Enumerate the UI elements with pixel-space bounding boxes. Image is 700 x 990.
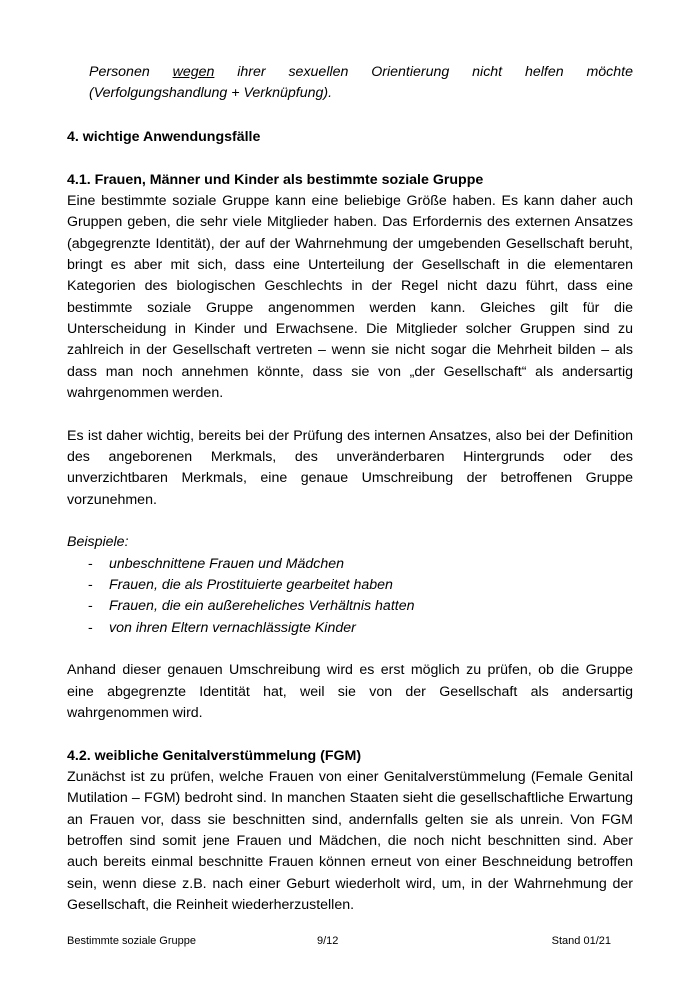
list-item: - Frauen, die als Prostituierte gearbeitet haben	[67, 575, 633, 596]
bullet-dash: -	[88, 555, 93, 572]
section-4-heading: 4. wichtige Anwendungsfälle	[67, 128, 261, 145]
section-4-1-paragraph-2: Es ist daher wichtig, bereits bei der Prüfung des internen Ansatzes, also bei der Definition des angeborenen Merkmals, des unveränderbaren Hintergrunds oder des unverzichtbaren Merkmals, eine genaue Umschreibung der betroffenen Gruppe vorzunehmen.	[67, 427, 633, 508]
examples-list	[67, 554, 633, 639]
footer-page-number: 9/12	[317, 935, 339, 947]
intro-line-2: (Verfolgungshandlung + Verknüpfung).	[89, 85, 333, 102]
section-4-1-heading: 4.1. Frauen, Männer und Kinder als bestimmte soziale Gruppe	[67, 171, 484, 188]
list-item: - von ihren Eltern vernachlässigte Kinder	[67, 618, 633, 639]
section-4-1-paragraph-1: Eine bestimmte soziale Gruppe kann eine beliebige Größe haben. Es kann daher auch Gruppen geben, die sehr viele Mitglieder haben. Das Erfordernis des externen Ansatzes (abgegrenzte Identität), der auf der Wahrnehmung der umgebenden Gesellschaft beruht, bringt es aber mit sich, dass eine Unterteilung der Gesellschaft in die elementaren Kategorien des biologischen Geschlechts in der Regel nicht dazu führt, dass eine bestimmte soziale Gruppe angenommen werden kann. Gleiches gilt für die Unterscheidung in Kinder und Erwachsene. Die Mitglieder solcher Gruppen sind zu zahlreich in der Gesellschaft vertreten – wenn sie nicht sogar die Mehrheit bilden – als dass man noch annehmen könnte, dass sie von „der Gesellschaft“ als andersartig wahrgenommen werden.	[67, 193, 633, 401]
footer-version-date: Stand 01/21	[551, 935, 611, 947]
document-body	[67, 62, 633, 916]
intro-underlined-word: wegen	[172, 64, 215, 80]
list-item: - Frauen, die ein außereheliches Verhältnis hatten	[67, 596, 633, 617]
section-4-2-paragraph-1: Zunächst ist zu prüfen, welche Frauen von einer Genitalverstümmelung (Female Genital Mutilation – FGM) bedroht sind. In manchen Staaten sieht die gesellschaftliche Erwartung an Frauen vor, dass sie beschnitten sind, andernfalls gelten sie als unrein. Von FGM betroffen sind somit jene Frauen und Mädchen, die noch nicht beschnitten sind. Aber auch bereits einmal beschnitte Frauen können erneut von einer Beschneidung betroffen sein, wenn diese z.B. nach einer Geburt wiederholt wird, um, in der Wahrnehmung der Gesellschaft, die Reinheit wiederherzustellen.	[67, 769, 633, 913]
section-4-1-paragraph-3: Anhand dieser genauen Umschreibung wird es erst möglich zu prüfen, ob die Gruppe eine abgegrenzte Identität hat, weil sie von der Gesellschaft als andersartig wahrgenommen wird.	[67, 662, 633, 721]
bullet-dash: -	[88, 576, 93, 593]
list-item: - unbeschnittene Frauen und Mädchen	[67, 554, 633, 575]
bullet-dash: -	[88, 619, 93, 636]
bullet-dash: -	[88, 598, 93, 615]
section-4-2-heading: 4.2. weibliche Genitalverstümmelung (FGM)	[67, 747, 362, 764]
intro-line-1: Personen wegen ihrer sexuellen Orientierung nicht helfen möchte	[89, 64, 633, 80]
examples-title: Beispiele:	[67, 534, 129, 551]
footer-document-title: Bestimmte soziale Gruppe	[67, 935, 196, 947]
